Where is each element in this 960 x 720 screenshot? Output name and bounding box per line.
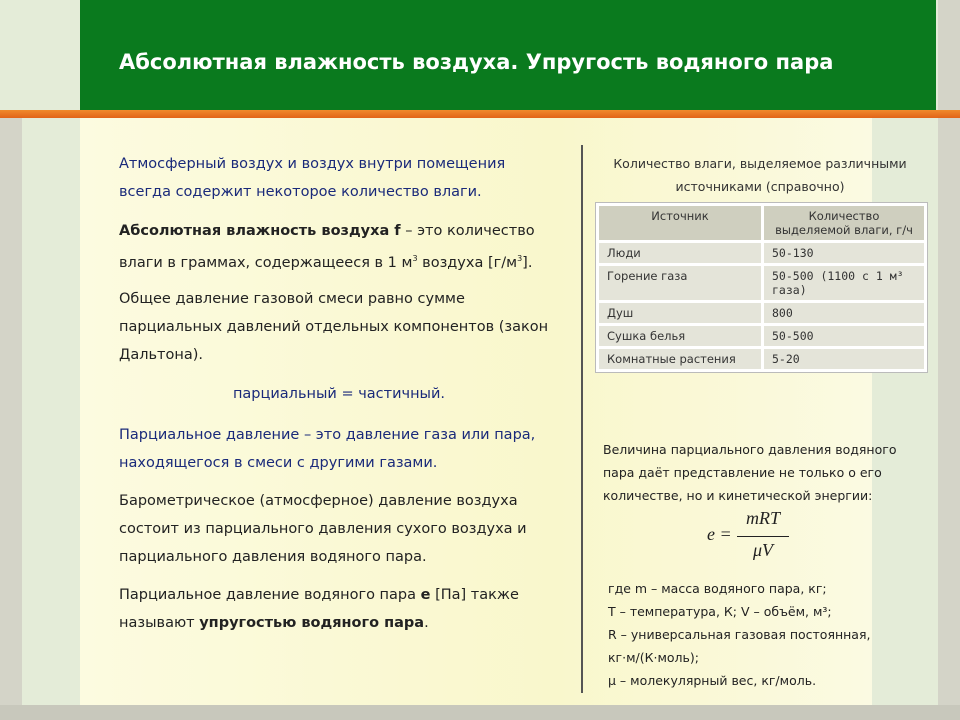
table-cell: Сушка белья [599, 326, 761, 346]
table-row [599, 303, 924, 323]
variable-line: T – температура, К; V – объём, м³; [608, 604, 832, 619]
formula-denominator: μV [752, 540, 774, 560]
table-row [599, 326, 924, 346]
column-divider [581, 145, 583, 693]
paragraph-vapor-elasticity: Парциальное давление водяного пара e [Па] также называют упругостью водяного пара. [119, 587, 519, 631]
paragraph-dalton: Общее давление газовой смеси равно сумме парциальных давлений отдельных компонентов (закон Дальтона). [119, 291, 549, 363]
formula-numerator: mRT [745, 508, 780, 528]
bottom-band [0, 705, 960, 720]
table-cell: Душ [599, 303, 761, 323]
paragraph-vapor-pressure: Величина парциального давления водяного пара даёт представление не только о его количестве, но и кинетической энергии: [603, 442, 897, 503]
paragraph-barometric: Барометрическое (атмосферное) давление воздуха состоит из парциального давления сухого воздуха и парциального давления водяного пара. [119, 493, 527, 565]
formula-lhs: e = [707, 524, 732, 544]
variable-line: где m – масса водяного пара, кг; [608, 581, 827, 596]
paragraph-partial-definition: парциальный = частичный. [232, 386, 446, 402]
table-row [599, 349, 924, 369]
table-cell: 5-20 [764, 349, 924, 369]
table-row [599, 243, 924, 263]
title-left-strip [0, 0, 80, 110]
table-cell: 800 [764, 303, 924, 323]
table-cell: Люди [599, 243, 761, 263]
table-cell: 50-500 [764, 326, 924, 346]
variable-line: R – универсальная газовая постоянная, кг·м/(К·моль); [608, 627, 871, 665]
table-cell: Комнатные растения [599, 349, 761, 369]
table-header: Количество выделяемой влаги, г/ч [764, 206, 924, 240]
table-header-row [599, 206, 924, 240]
table-cell: Горение газа [599, 266, 761, 300]
variable-legend [608, 577, 908, 692]
background-stripe [938, 0, 960, 720]
paragraph-absolute-humidity: Абсолютная влажность воздуха f – это количество влаги в граммах, содержащееся в 1 $м^3$ воздуха $[г/м^3]$. [119, 223, 535, 271]
fraction-bar [737, 536, 789, 537]
table-cell: 50-130 [764, 243, 924, 263]
table-header: Источник [599, 206, 761, 240]
table-caption: Количество влаги, выделяемое различными источниками (справочно) [613, 156, 907, 194]
moisture-table [595, 202, 928, 373]
term-absolute-humidity: Абсолютная влажность воздуха f [119, 223, 401, 239]
accent-line [0, 110, 960, 118]
slide-title: Абсолютная влажность воздуха. Упругость водяного пара [119, 50, 834, 74]
paragraph-partial-pressure: Парциальное давление – это давление газа или пара, находящегося в смеси с другими газами. [119, 427, 536, 471]
table-cell: 50-500 (1100 с 1 м³ газа) [764, 266, 924, 300]
paragraph-intro: Атмосферный воздух и воздух внутри помещения всегда содержит некоторое количество влаги. [119, 156, 506, 200]
table-row [599, 266, 924, 300]
formula [707, 508, 797, 566]
variable-line: μ – молекулярный вес, кг/моль. [608, 673, 817, 688]
